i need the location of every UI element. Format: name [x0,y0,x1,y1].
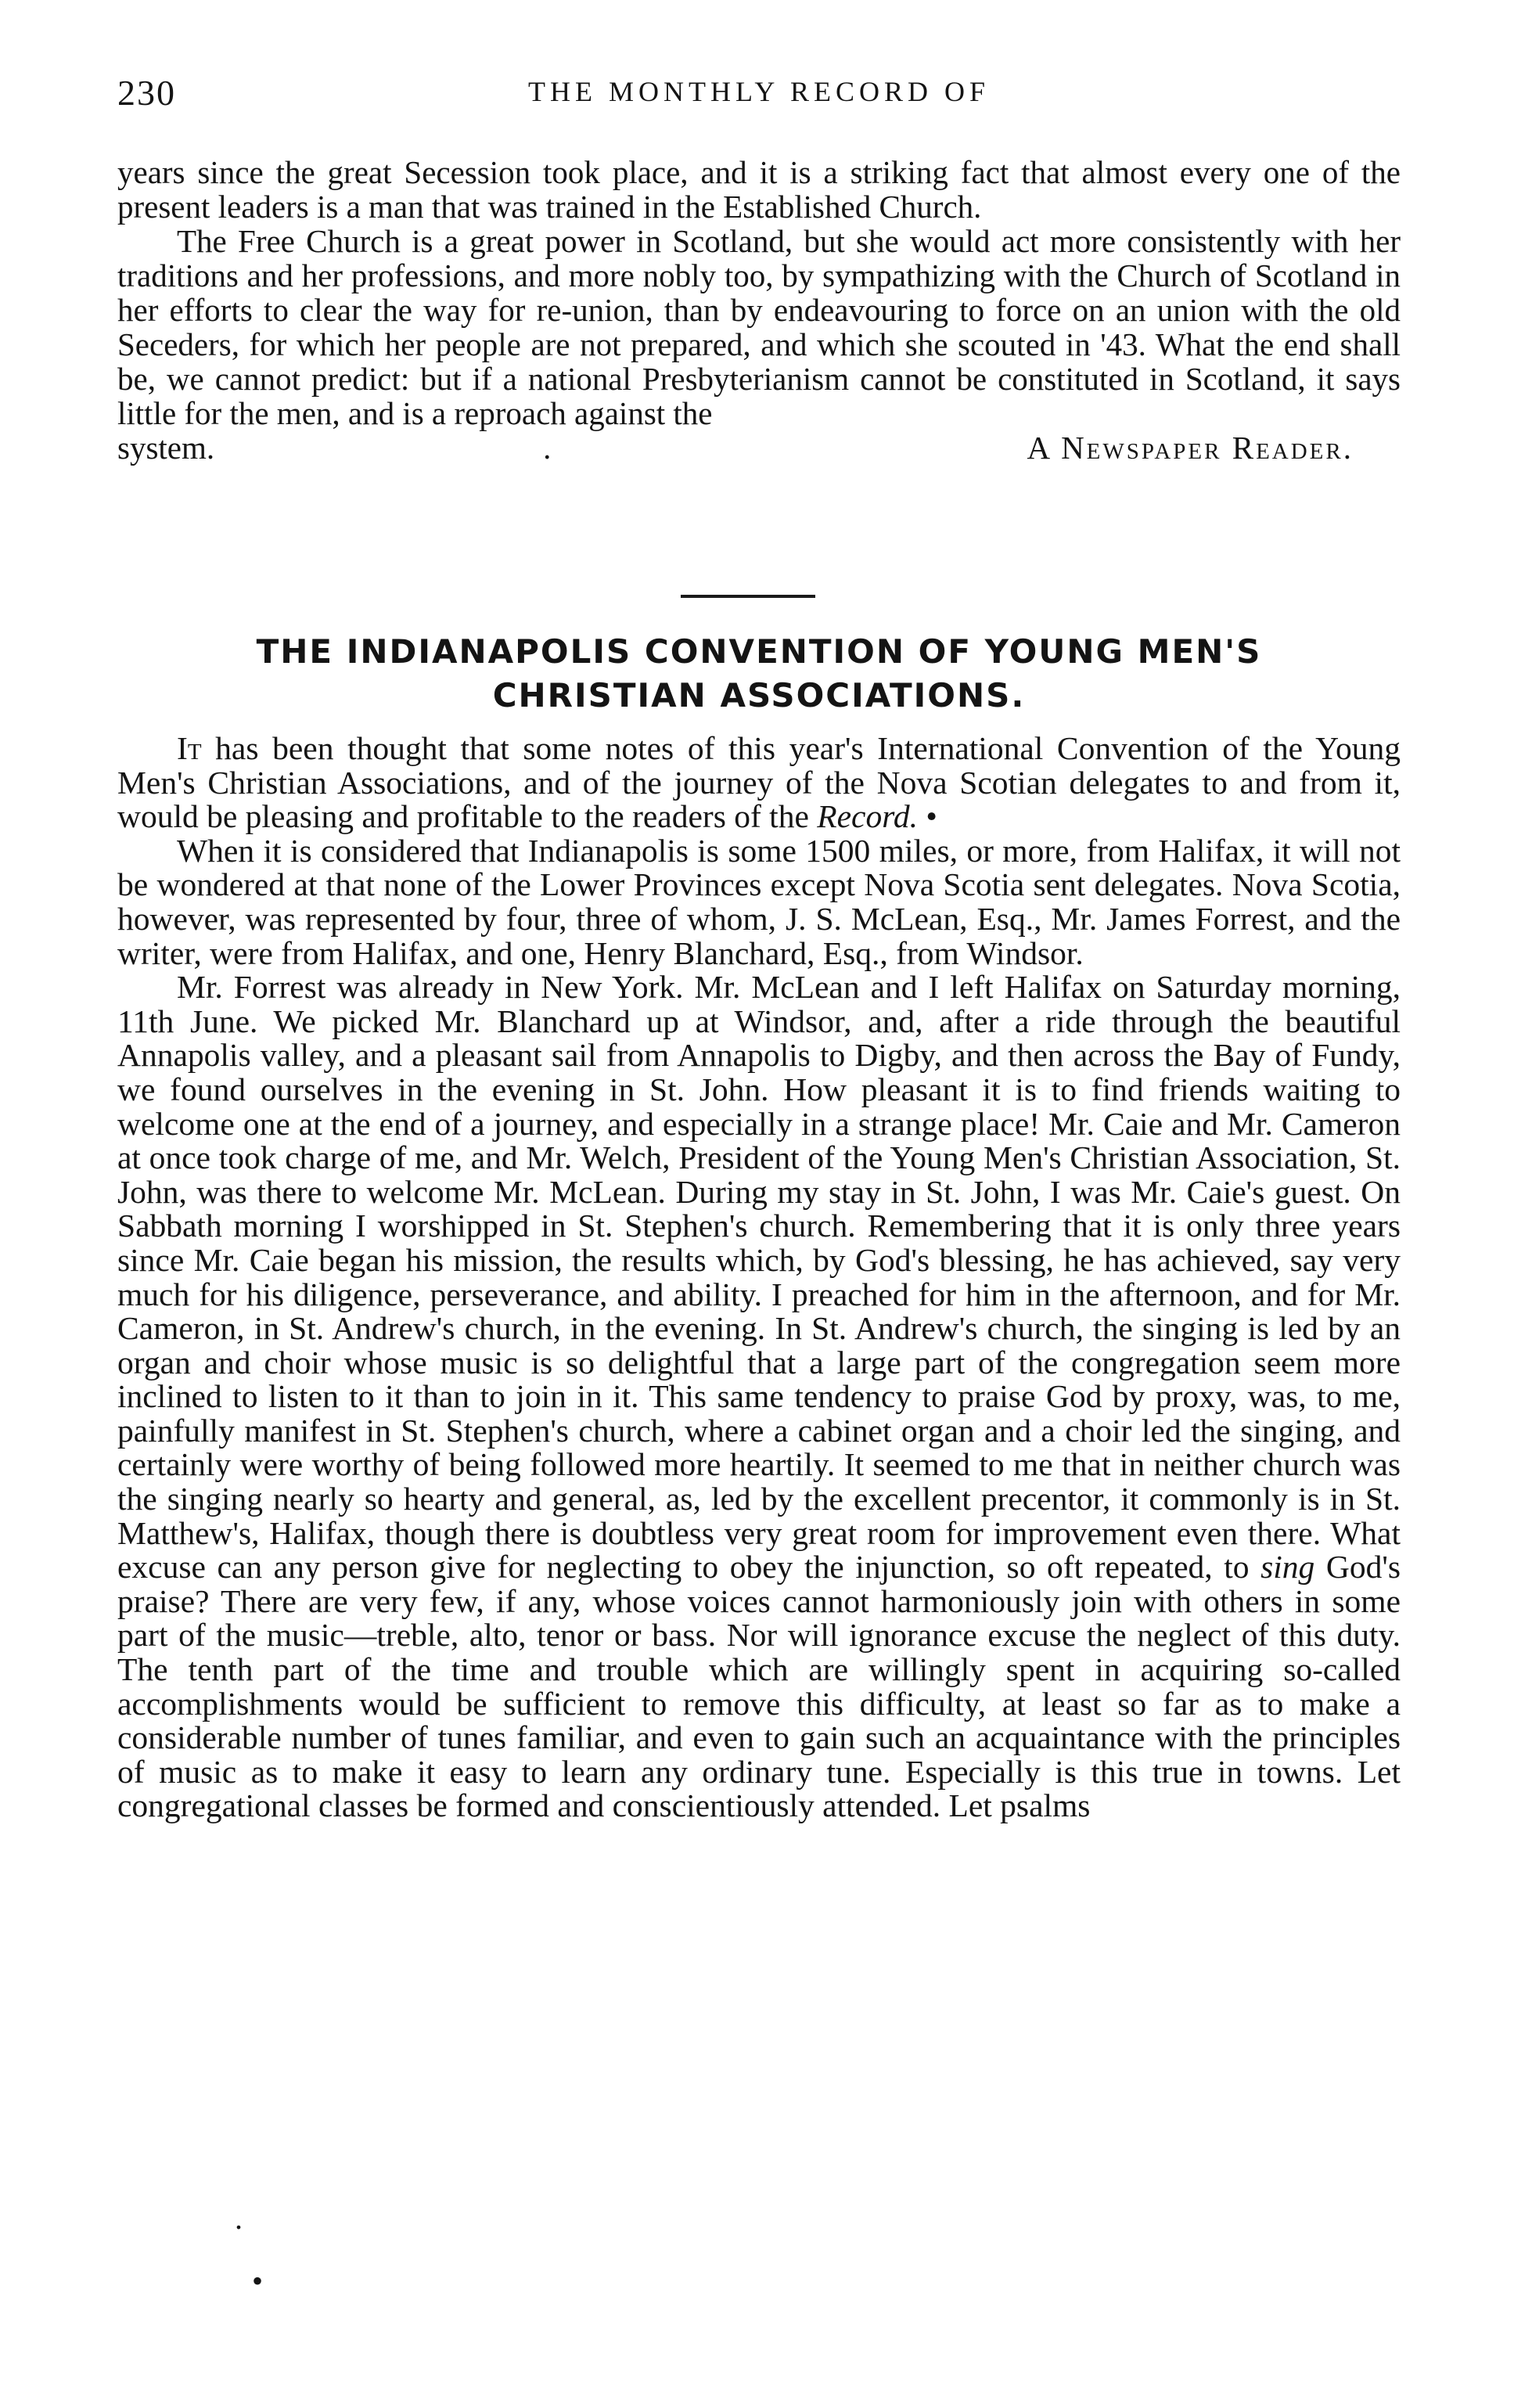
first-word: It [177,730,202,766]
record-italic: Record. [817,798,918,835]
paragraph-indianapolis: When it is considered that Indianapolis is some 1500 miles, or more, from Halifax, it will not be wondered at that none of the Lower Provinces except Nova Scotia sent delegates. Nova Scotia, however, was represented by four, three of whom, J. S. McLean, Esq., Mr. James Forrest, and the writer, were from Halifax, and one, Henry Blanchard, Esq., from Windsor. [117,832,1401,971]
paragraph-journey [117,970,1401,1823]
bullet-mark: • [917,798,937,835]
section-divider-rule [681,595,815,598]
last-word: system. [117,430,215,466]
article-title-line-1: THE INDIANAPOLIS CONVENTION OF YOUNG MEN'S [256,632,1262,671]
article-title-line-2: CHRISTIAN ASSOCIATIONS. [492,676,1026,714]
paragraph-intro-text: has been thought that some notes of this year's International Convention of the Young Men's Christian Associations, and of the journey of the Nova Scotian delegates to and from it, would be pleasing and profitable to the readers of the [117,730,1401,835]
author-signature: A Newspaper Reader. [1027,430,1354,466]
article-body [117,732,1401,1823]
sing-italic: sing [1260,1549,1315,1586]
footer-marks [235,2187,263,2313]
signature-line [117,430,1401,465]
footer-bullet: • [252,2263,264,2298]
stray-dot: . [543,430,552,466]
running-title: THE MONTHLY RECORD OF [527,76,991,107]
paragraph-continuation: years since the great Secession took place, and it is a striking fact that almost every one of the present leaders is a man that was trained in the Established Church. [117,154,1401,225]
paragraph-journey-text: Mr. Forrest was already in New York. Mr. McLean and I left Halifax on Saturday morning, 11th June. We picked Mr. Blanchard up at Windsor, and, after a ride through the beautiful Annapolis valley, and a pleasant sail from Annapolis to Digby, and then across the Bay of Fundy, we found ourselves in the evening in St. John. How pleasant it is to find friends waiting to welcome one at the end of a journey, and especially in a strange place! Mr. Caie and Mr. Cameron at once took charge of me, and Mr. Welch, President of the Young Men's Christian Association, St. John, was there to welcome Mr. McLean. During my stay in St. John, I was Mr. Caie's guest. On Sabbath morning I worshipped in St. Stephen's church. Remembering that it is only three years since Mr. Caie began his mission, the results which, by God's blessing, he has achieved, say very much for his diligence, perseverance, and ability. I preached for him in the afternoon, and for Mr. Cameron, in St. Andrew's church, in the evening. In St. Andrew's church, the singing is led by an organ and choir whose music is so delightful that a large part of the congregation seem more inclined to listen to it than to join in it. This same tendency to praise God by proxy, was, to me, painfully manifest in St. Stephen's church, where a cabinet organ and a choir led the singing, and certainly were worthy of being followed more heartily. It seemed to me that in neither church was the singing nearly so hearty and general, as, led by the excellent precentor, it commonly is in St. Matthew's, Halifax, though there is doubtless very great room for improvement even there. What excuse can any person give for neglecting to obey the injunction, so oft repeated, to [117,969,1401,1586]
paragraph-journey-end: God's praise? There are very few, if any, whose voices cannot harmoniously join with others in some part of the music—treble, alto, tenor or bass. Nor will ignorance excuse the neglect of this duty. The tenth part of the time and trouble which are willingly spent in acquiring so-called accomplishments would be sufficient to remove this difficulty, at least so far as to make a considerable number of tunes familiar, and even to gain such an acquaintance with the principles of music as to make it easy to learn any ordinary tune. Especially is this true in towns. Let congregational classes be formed and conscientiously attended. Let psalms [117,1549,1401,1824]
page-number: 230 [117,73,176,113]
article-title [117,630,1401,718]
footer-dot: . [235,2201,243,2236]
page-header [117,72,1401,127]
previous-article-text [117,155,1401,465]
paragraph-free-church: The Free Church is a great power in Scotland, but she would act more consistently with her traditions and her professions, and more nobly too, by sympathizing with the Church of Scotland in her efforts to clear the way for re-union, than by endeavouring to force on an union with the old Seceders, for which her people are not prepared, and which she scouted in '43. What the end shall be, we cannot predict: but if a national Presbyterianism cannot be constituted in Scotland, it says little for the men, and is a reproach against the [117,223,1401,431]
paragraph-intro [117,732,1401,834]
